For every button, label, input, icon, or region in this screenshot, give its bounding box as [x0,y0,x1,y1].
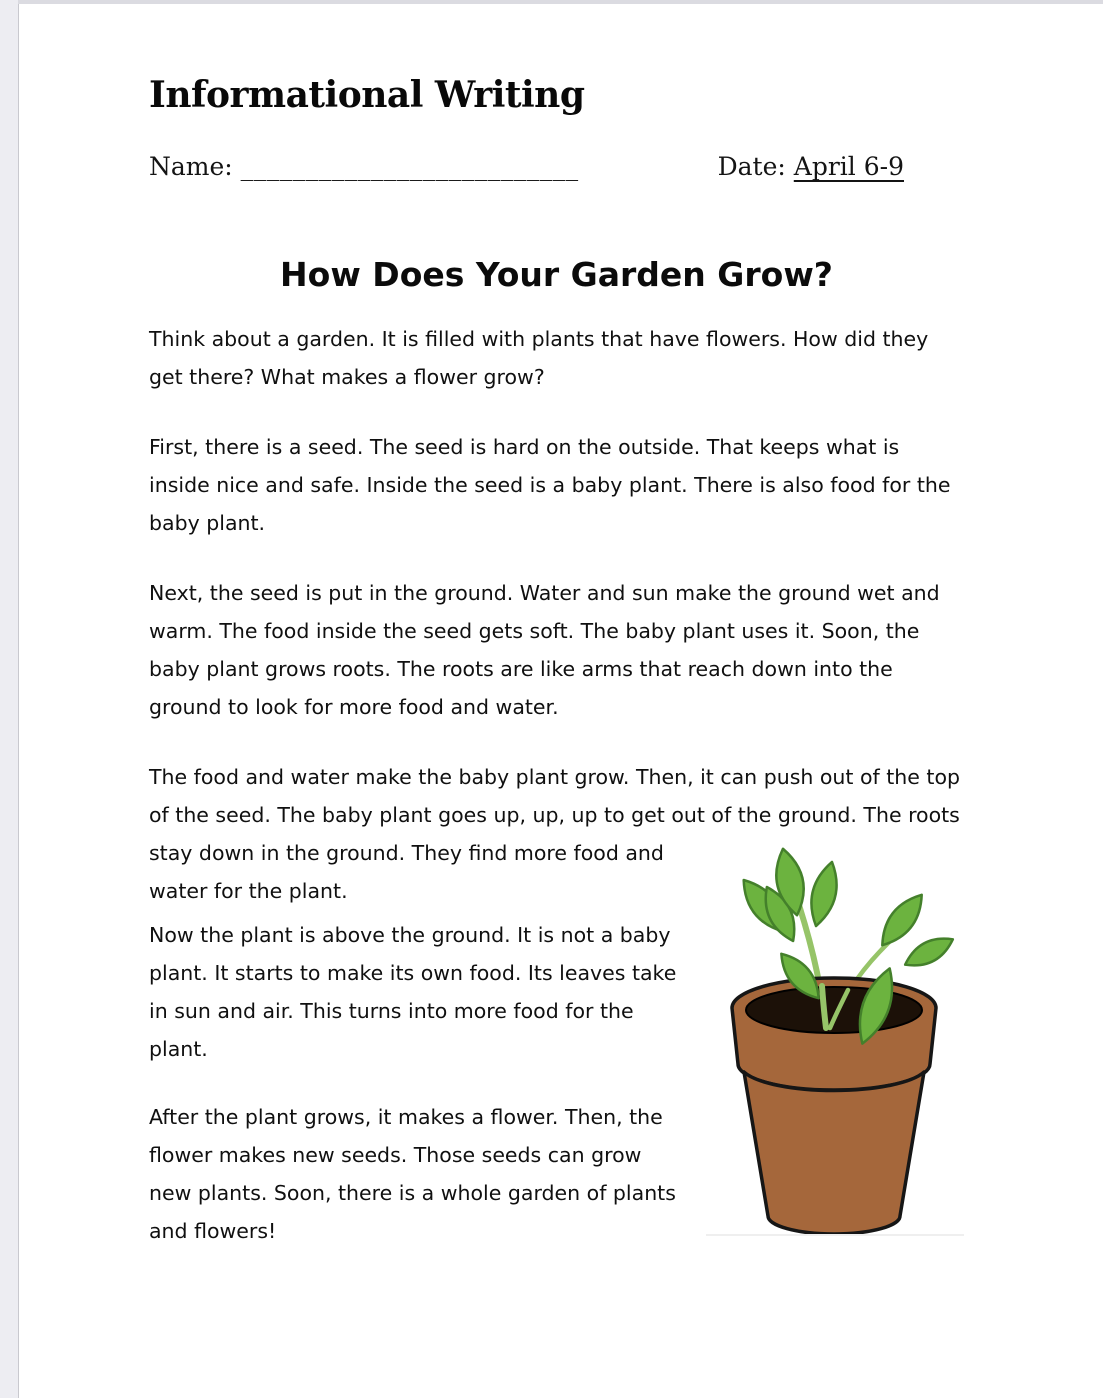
paragraph-seed: First, there is a seed. The seed is hard on the outside. That keeps what is inside nice and safe. Inside the seed is a baby plant. There is also food for the baby plant. [149,435,951,535]
name-blank-line[interactable]: __________________________ [240,152,579,181]
date-label: Date: [717,152,786,181]
potted-plant-illustration [706,836,964,1236]
paragraph-push-out-text-start: The food and water make the baby plant grow. Then, it can push out of the top of the seed. The baby plant goes up, up, up to get out of [149,765,961,827]
viewer-left-gutter [0,0,18,1398]
paragraph-in-ground: Next, the seed is put in the ground. Water and sun make the ground wet and warm. The food inside the seed gets soft. The baby plant uses it. Soon, the baby plant grows roots. The roots are like arms that reach down into the ground to look for more food and water. [149,581,940,719]
article-heading: How Does Your Garden Grow? [280,255,833,294]
article-body [149,255,964,1250]
date-field [718,152,904,181]
page-title: Informational Writing [149,74,585,116]
paragraph-push-out-text-wrap: the ground. The roots stay down in the ground. They find more food and water for the plant. [149,803,960,903]
paragraph-above-ground: Now the plant is above the ground. It is not a baby plant. It starts to make its own food. Its leaves take in sun and air. This turns into more food for the plant. [149,923,677,1061]
name-date-row [149,152,964,181]
paragraph-intro: Think about a garden. It is filled with plants that have flowers. How did they get there? What makes a flower grow? [149,327,929,389]
paragraph-push-out [149,758,964,910]
worksheet-page [18,4,1102,1398]
potted-seedling-svg [706,836,964,1234]
name-field [149,152,579,181]
date-value: April 6-9 [793,152,904,181]
name-label: Name: [149,152,233,181]
paragraph-flower: After the plant grows, it makes a flower. Then, the flower makes new seeds. Those seeds can grow new plants. Soon, there is a whole garden of plants and flowers! [149,1105,676,1243]
